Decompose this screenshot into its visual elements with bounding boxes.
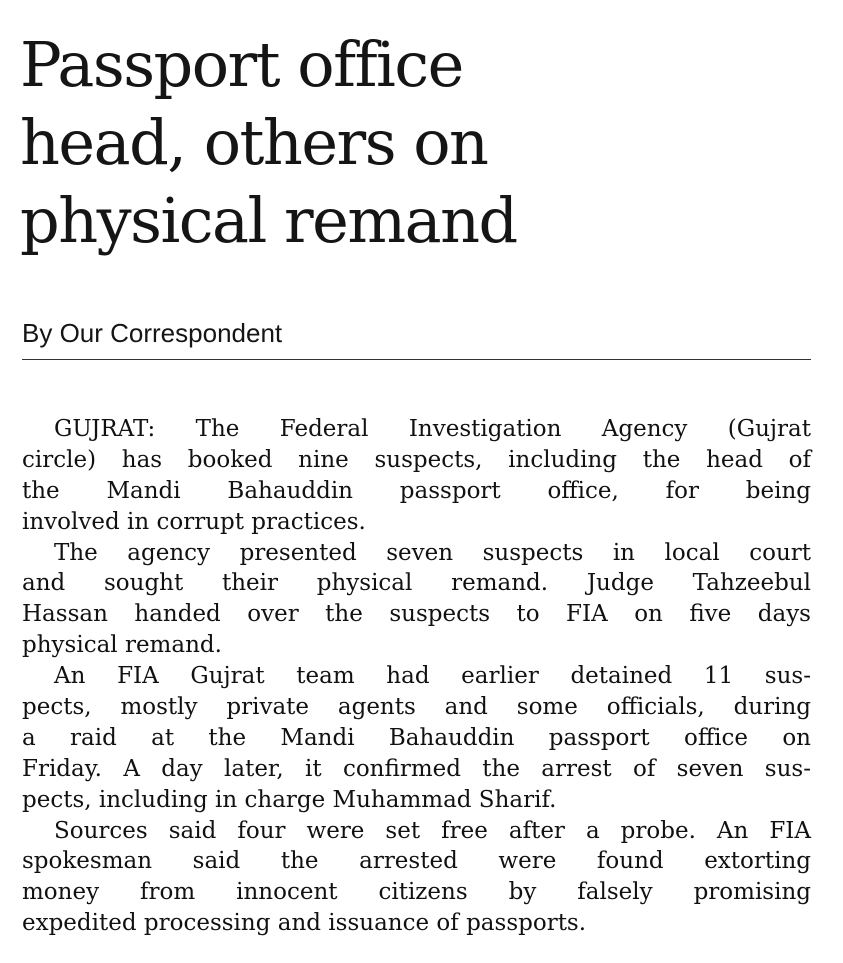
body-line: money from innocent citizens by falsely promising bbox=[22, 879, 811, 906]
headline-line: physical remand bbox=[20, 184, 517, 257]
body-line: involved in corrupt practices. bbox=[22, 508, 366, 535]
body-line: Sources said four were set free after a probe. An FIA bbox=[54, 817, 811, 844]
body-line: GUJRAT: The Federal Investigation Agency (Gujrat bbox=[54, 416, 811, 442]
body-line: physical remand. bbox=[22, 632, 222, 659]
byline: By Our Correspondent bbox=[22, 318, 283, 348]
body-line: circle) has booked nine suspects, including the head of bbox=[22, 446, 811, 473]
body-line: and sought their physical remand. Judge Tahzeebul bbox=[22, 570, 811, 597]
article-body bbox=[22, 414, 811, 939]
paragraph bbox=[22, 538, 811, 662]
body-line: expedited processing and issuance of passports. bbox=[22, 910, 587, 937]
paragraph bbox=[22, 816, 811, 940]
body-line: pects, mostly private agents and some officials, during bbox=[22, 694, 811, 721]
byline-divider bbox=[22, 359, 811, 360]
body-line: An FIA Gujrat team had earlier detained 11 sus- bbox=[54, 663, 811, 690]
body-line: The agency presented seven suspects in local court bbox=[54, 539, 811, 566]
headline-line: head, others on bbox=[20, 106, 488, 179]
body-line: the Mandi Bahauddin passport office, for being bbox=[22, 477, 811, 504]
paragraph bbox=[22, 414, 811, 538]
body-line: a raid at the Mandi Bahauddin passport office on bbox=[22, 724, 811, 751]
headline-line: Passport office bbox=[20, 28, 463, 101]
paragraph bbox=[22, 661, 811, 815]
headline bbox=[20, 26, 820, 260]
body-line: Hassan handed over the suspects to FIA on five days bbox=[22, 601, 811, 628]
body-line: pects, including in charge Muhammad Sharif. bbox=[22, 786, 557, 813]
body-line: Friday. A day later, it confirmed the arrest of seven sus- bbox=[22, 755, 811, 782]
body-line: spokesman said the arrested were found extorting bbox=[22, 848, 811, 875]
